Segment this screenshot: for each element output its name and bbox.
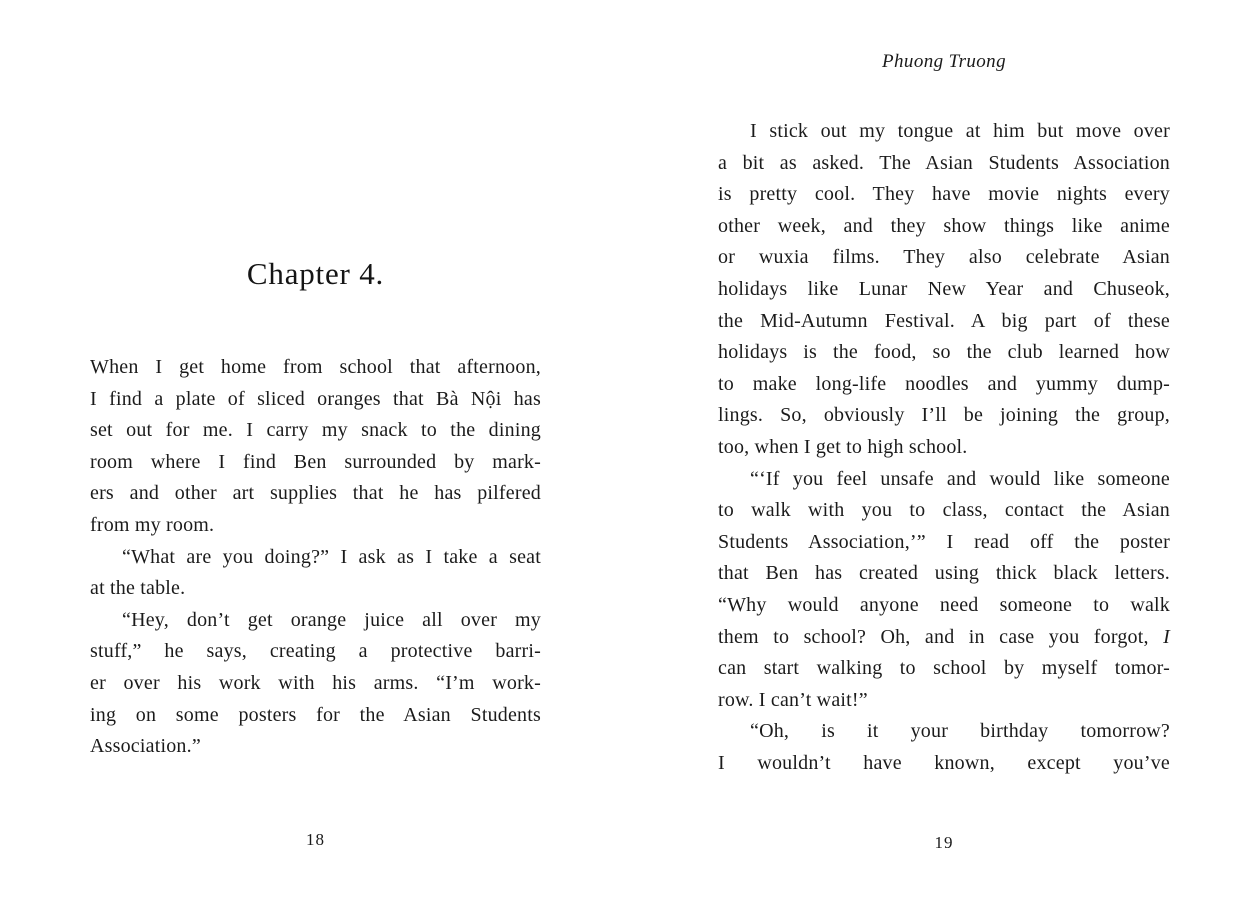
text-line: “‘If you feel unsafe and would like someone [750,467,1170,490]
text-line: lings. So, obviously I’ll be joining the group, [718,404,1170,427]
text-line: ing on some posters for the Asian Students [90,703,541,726]
text-line: I find a plate of sliced oranges that Bà Nội has [90,387,541,410]
paragraph [90,605,541,763]
chapter-title: Chapter 4. [246,256,385,291]
text-line: them to school? Oh, and in case you forgot, I [718,625,1170,648]
text-line: can start walking to school by myself tomor- [718,657,1170,680]
paragraph [90,352,541,542]
right-page-body [718,116,1170,779]
text-line: that Ben has created using thick black letters. [718,562,1170,585]
text-line: I wouldn’t have known, except you’ve [718,751,1170,774]
text-line: “What are you doing?” I ask as I take a seat [122,545,541,568]
text-line: When I get home from school that afternoon, [90,356,541,378]
text-line: is pretty cool. They have movie nights every [718,183,1170,206]
text-line: “Hey, don’t get orange juice all over my [122,608,541,631]
text-line: holidays is the food, so the club learned how [718,341,1170,364]
text-line: from my room. [90,513,215,536]
right-page [718,0,1170,900]
left-page [90,0,541,900]
text-line: holidays like Lunar New Year and Chuseok, [718,277,1170,300]
left-page-body [90,352,541,763]
paragraph [90,542,541,605]
text-line: ers and other art supplies that he has pilfered [90,482,541,505]
text-line: room where I find Ben surrounded by mark- [90,450,541,473]
text-line: set out for me. I carry my snack to the dining [90,419,541,442]
text-line: I stick out my tongue at him but move over [750,120,1170,142]
text-line: the Mid-Autumn Festival. A big part of these [718,309,1170,332]
text-line: Association.” [90,735,201,758]
text-line: to walk with you to class, contact the Asian [718,499,1170,522]
text-line: “Why would anyone need someone to walk [718,593,1170,616]
text-line: other week, and they show things like anime [718,214,1170,237]
text-line: a bit as asked. The Asian Students Association [718,151,1170,174]
text-line: or wuxia films. They also celebrate Asian [718,246,1170,269]
text-line: “Oh, is it your birthday tomorrow? [750,720,1170,743]
text-line: at the table. [90,577,186,600]
paragraph [718,116,1170,464]
running-header: Phuong Truong [882,51,1006,72]
text-line: row. I can’t wait!” [718,688,868,711]
left-page-number: 18 [306,830,325,849]
text-line: stuff,” he says, creating a protective barri- [90,640,541,663]
paragraph [718,464,1170,717]
paragraph [718,716,1170,779]
text-line: er over his work with his arms. “I’m work- [90,671,541,694]
text-line: too, when I get to high school. [718,435,968,458]
text-line: Students Association,’” I read off the poster [718,530,1170,553]
right-page-number: 19 [934,833,954,852]
text-line: to make long-life noodles and yummy dump- [718,372,1170,395]
